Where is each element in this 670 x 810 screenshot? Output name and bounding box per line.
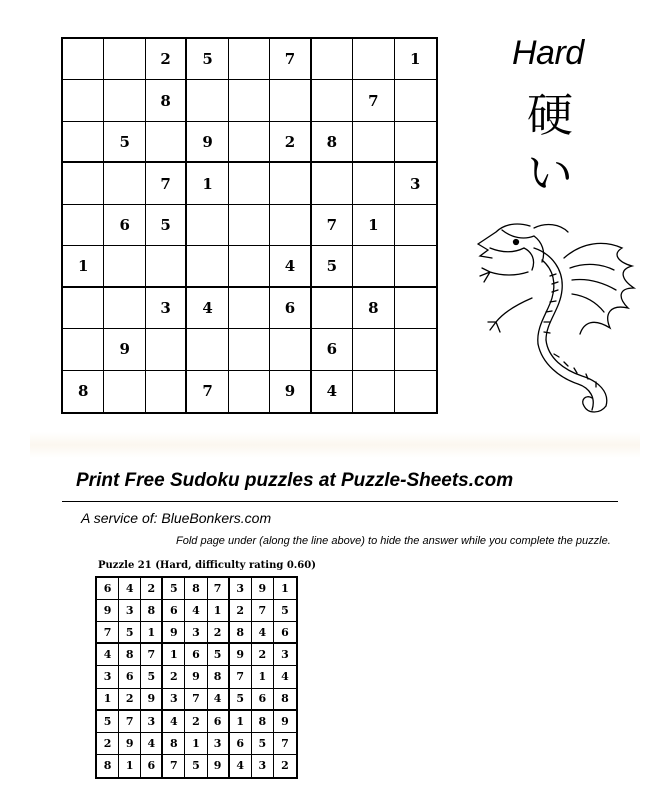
solution-cell: 1 xyxy=(252,666,274,688)
solution-cell: 9 xyxy=(230,644,252,666)
puzzle-cell: 7 xyxy=(146,163,187,204)
puzzle-cell xyxy=(187,80,228,121)
solution-cell: 6 xyxy=(230,733,252,755)
puzzle-cell xyxy=(353,371,394,412)
puzzle-cell: 5 xyxy=(146,205,187,246)
solution-cell: 5 xyxy=(274,600,296,622)
puzzle-cell xyxy=(229,205,270,246)
puzzle-cell xyxy=(395,288,436,329)
puzzle-cell: 5 xyxy=(187,39,228,80)
solution-cell: 6 xyxy=(97,578,119,600)
puzzle-cell xyxy=(187,205,228,246)
solution-cell: 8 xyxy=(97,755,119,777)
solution-caption: Puzzle 21 (Hard, difficulty rating 0.60) xyxy=(98,560,316,571)
solution-cell: 2 xyxy=(185,711,207,733)
puzzle-cell: 2 xyxy=(270,122,311,163)
solution-cell: 3 xyxy=(185,622,207,644)
puzzle-cell: 7 xyxy=(312,205,353,246)
solution-cell: 1 xyxy=(208,600,230,622)
solution-cell: 1 xyxy=(119,755,141,777)
puzzle-cell xyxy=(353,39,394,80)
solution-cell: 4 xyxy=(230,755,252,777)
puzzle-cell xyxy=(104,163,145,204)
puzzle-cell xyxy=(229,288,270,329)
difficulty-kanji: 硬い xyxy=(527,88,573,200)
solution-cell: 8 xyxy=(163,733,185,755)
solution-cell: 9 xyxy=(208,755,230,777)
solution-cell: 3 xyxy=(119,600,141,622)
puzzle-cell: 5 xyxy=(312,246,353,287)
puzzle-cell xyxy=(395,122,436,163)
solution-cell: 4 xyxy=(252,622,274,644)
puzzle-cell: 4 xyxy=(270,246,311,287)
solution-cell: 3 xyxy=(97,666,119,688)
puzzle-cell xyxy=(63,80,104,121)
solution-cell: 2 xyxy=(119,689,141,711)
solution-cell: 1 xyxy=(274,578,296,600)
service-credit: A service of: BlueBonkers.com xyxy=(81,510,272,526)
solution-cell: 2 xyxy=(281,759,289,773)
solution-cell: 3 xyxy=(163,689,185,711)
fold-instructions: Fold page under (along the line above) to hide the answer while you complete the puzzle. xyxy=(176,535,611,547)
puzzle-cell xyxy=(63,205,104,246)
solution-cell: 9 xyxy=(119,733,141,755)
puzzle-cell: 6 xyxy=(104,205,145,246)
solution-cell: 9 xyxy=(163,622,185,644)
solution-cell: 5 xyxy=(185,755,207,777)
solution-cell: 6 xyxy=(141,755,163,777)
solution-cell: 7 xyxy=(230,666,252,688)
solution-cell: 9 xyxy=(274,711,296,733)
dragon-icon xyxy=(472,218,642,416)
solution-cell: 8 xyxy=(274,689,296,711)
solution-cell: 2 xyxy=(97,733,119,755)
puzzle-cell: 4 xyxy=(312,371,353,412)
solution-cell: 7 xyxy=(252,600,274,622)
puzzle-cell xyxy=(63,163,104,204)
solution-cell: 2 xyxy=(208,622,230,644)
puzzle-cell xyxy=(187,246,228,287)
puzzle-cell xyxy=(63,288,104,329)
solution-cell: 5 xyxy=(119,622,141,644)
solution-cell: 5 xyxy=(230,689,252,711)
solution-cell: 2 xyxy=(163,666,185,688)
solution-cell: 1 xyxy=(185,733,207,755)
puzzle-cell xyxy=(312,80,353,121)
solution-cell: 9 xyxy=(185,666,207,688)
puzzle-cell xyxy=(312,163,353,204)
solution-cell: 8 xyxy=(230,622,252,644)
solution-cell: 8 xyxy=(185,578,207,600)
puzzle-cell xyxy=(353,329,394,370)
puzzle-cell: 1 xyxy=(63,246,104,287)
fold-shadow xyxy=(30,432,640,458)
puzzle-cell xyxy=(229,80,270,121)
solution-cell: 6 xyxy=(185,644,207,666)
solution-cell: 6 xyxy=(252,689,274,711)
solution-cell: 1 xyxy=(230,711,252,733)
puzzle-cell xyxy=(146,371,187,412)
solution-grid xyxy=(95,576,298,779)
puzzle-cell: 9 xyxy=(270,371,311,412)
puzzle-cell xyxy=(187,329,228,370)
puzzle-cell xyxy=(229,39,270,80)
solution-cell: 9 xyxy=(141,689,163,711)
puzzle-cell xyxy=(312,288,353,329)
puzzle-cell xyxy=(63,122,104,163)
solution-cell: 3 xyxy=(230,578,252,600)
puzzle-cell xyxy=(229,329,270,370)
solution-cell: 7 xyxy=(208,578,230,600)
solution-cell: 1 xyxy=(141,622,163,644)
solution-cell: 7 xyxy=(119,711,141,733)
puzzle-cell xyxy=(104,246,145,287)
solution-cell: 2 xyxy=(141,578,163,600)
solution-cell: 4 xyxy=(163,711,185,733)
solution-cell: 5 xyxy=(208,644,230,666)
puzzle-cell xyxy=(395,80,436,121)
puzzle-cell: 6 xyxy=(312,329,353,370)
puzzle-cell xyxy=(353,163,394,204)
puzzle-cell: 9 xyxy=(104,329,145,370)
puzzle-cell xyxy=(63,329,104,370)
solution-cell: 5 xyxy=(252,733,274,755)
solution-cell: 4 xyxy=(208,689,230,711)
sudoku-puzzle-grid xyxy=(61,37,438,414)
solution-cell: 7 xyxy=(163,755,185,777)
solution-cell: 7 xyxy=(141,644,163,666)
solution-cell: 8 xyxy=(252,711,274,733)
puzzle-cell: 4 xyxy=(187,288,228,329)
solution-cell: 7 xyxy=(274,733,296,755)
solution-cell: 9 xyxy=(97,600,119,622)
puzzle-cell: 9 xyxy=(187,122,228,163)
solution-cell: 2 xyxy=(252,644,274,666)
solution-cell: 3 xyxy=(274,644,296,666)
puzzle-cell xyxy=(395,205,436,246)
solution-cell: 4 xyxy=(97,644,119,666)
solution-cell: 3 xyxy=(141,711,163,733)
puzzle-cell xyxy=(104,80,145,121)
solution-cell: 8 xyxy=(141,600,163,622)
solution-cell: 9 xyxy=(252,578,274,600)
puzzle-cell xyxy=(229,371,270,412)
puzzle-cell: 7 xyxy=(353,80,394,121)
solution-cell: 8 xyxy=(208,666,230,688)
solution-cell: 4 xyxy=(185,600,207,622)
solution-cell: 6 xyxy=(208,711,230,733)
puzzle-cell: 5 xyxy=(104,122,145,163)
puzzle-cell: 7 xyxy=(270,39,311,80)
promo-heading: Print Free Sudoku puzzles at Puzzle-Sheets.com xyxy=(76,470,514,491)
puzzle-cell xyxy=(104,39,145,80)
difficulty-label: Hard xyxy=(512,34,584,72)
puzzle-cell: 3 xyxy=(146,288,187,329)
puzzle-cell: 8 xyxy=(146,80,187,121)
puzzle-cell xyxy=(146,329,187,370)
puzzle-cell xyxy=(395,246,436,287)
puzzle-cell xyxy=(270,205,311,246)
puzzle-cell xyxy=(229,122,270,163)
solution-cell: 7 xyxy=(185,689,207,711)
puzzle-cell xyxy=(312,39,353,80)
puzzle-cell xyxy=(395,371,436,412)
puzzle-cell xyxy=(229,246,270,287)
puzzle-cell: 2 xyxy=(146,39,187,80)
puzzle-cell: 1 xyxy=(353,205,394,246)
puzzle-cell: 3 xyxy=(395,163,436,204)
puzzle-cell xyxy=(270,329,311,370)
fold-line xyxy=(62,501,618,502)
puzzle-cell: 8 xyxy=(353,288,394,329)
solution-cell: 4 xyxy=(274,666,296,688)
puzzle-cell xyxy=(353,122,394,163)
puzzle-cell xyxy=(353,246,394,287)
solution-cell: 7 xyxy=(97,622,119,644)
solution-cell: 2 xyxy=(230,600,252,622)
solution-cell: 8 xyxy=(119,644,141,666)
solution-cell: 5 xyxy=(163,578,185,600)
puzzle-cell xyxy=(104,371,145,412)
solution-cell: 6 xyxy=(274,622,296,644)
puzzle-cell: 6 xyxy=(270,288,311,329)
solution-cell: 4 xyxy=(119,578,141,600)
puzzle-cell: 1 xyxy=(395,39,436,80)
solution-cell: 6 xyxy=(163,600,185,622)
solution-cell: 3 xyxy=(208,733,230,755)
puzzle-cell: 7 xyxy=(187,371,228,412)
solution-cell: 4 xyxy=(141,733,163,755)
puzzle-cell xyxy=(229,163,270,204)
solution-cell: 5 xyxy=(97,711,119,733)
puzzle-cell xyxy=(395,329,436,370)
puzzle-cell: 8 xyxy=(312,122,353,163)
puzzle-cell: 1 xyxy=(187,163,228,204)
puzzle-cell xyxy=(270,80,311,121)
puzzle-cell xyxy=(270,163,311,204)
solution-cell: 1 xyxy=(97,689,119,711)
puzzle-cell xyxy=(146,122,187,163)
solution-cell: 5 xyxy=(141,666,163,688)
puzzle-cell xyxy=(146,246,187,287)
puzzle-cell: 8 xyxy=(63,371,104,412)
puzzle-cell xyxy=(63,39,104,80)
solution-cell: 3 xyxy=(252,755,274,777)
solution-cell: 1 xyxy=(163,644,185,666)
puzzle-cell xyxy=(104,288,145,329)
solution-cell: 6 xyxy=(119,666,141,688)
